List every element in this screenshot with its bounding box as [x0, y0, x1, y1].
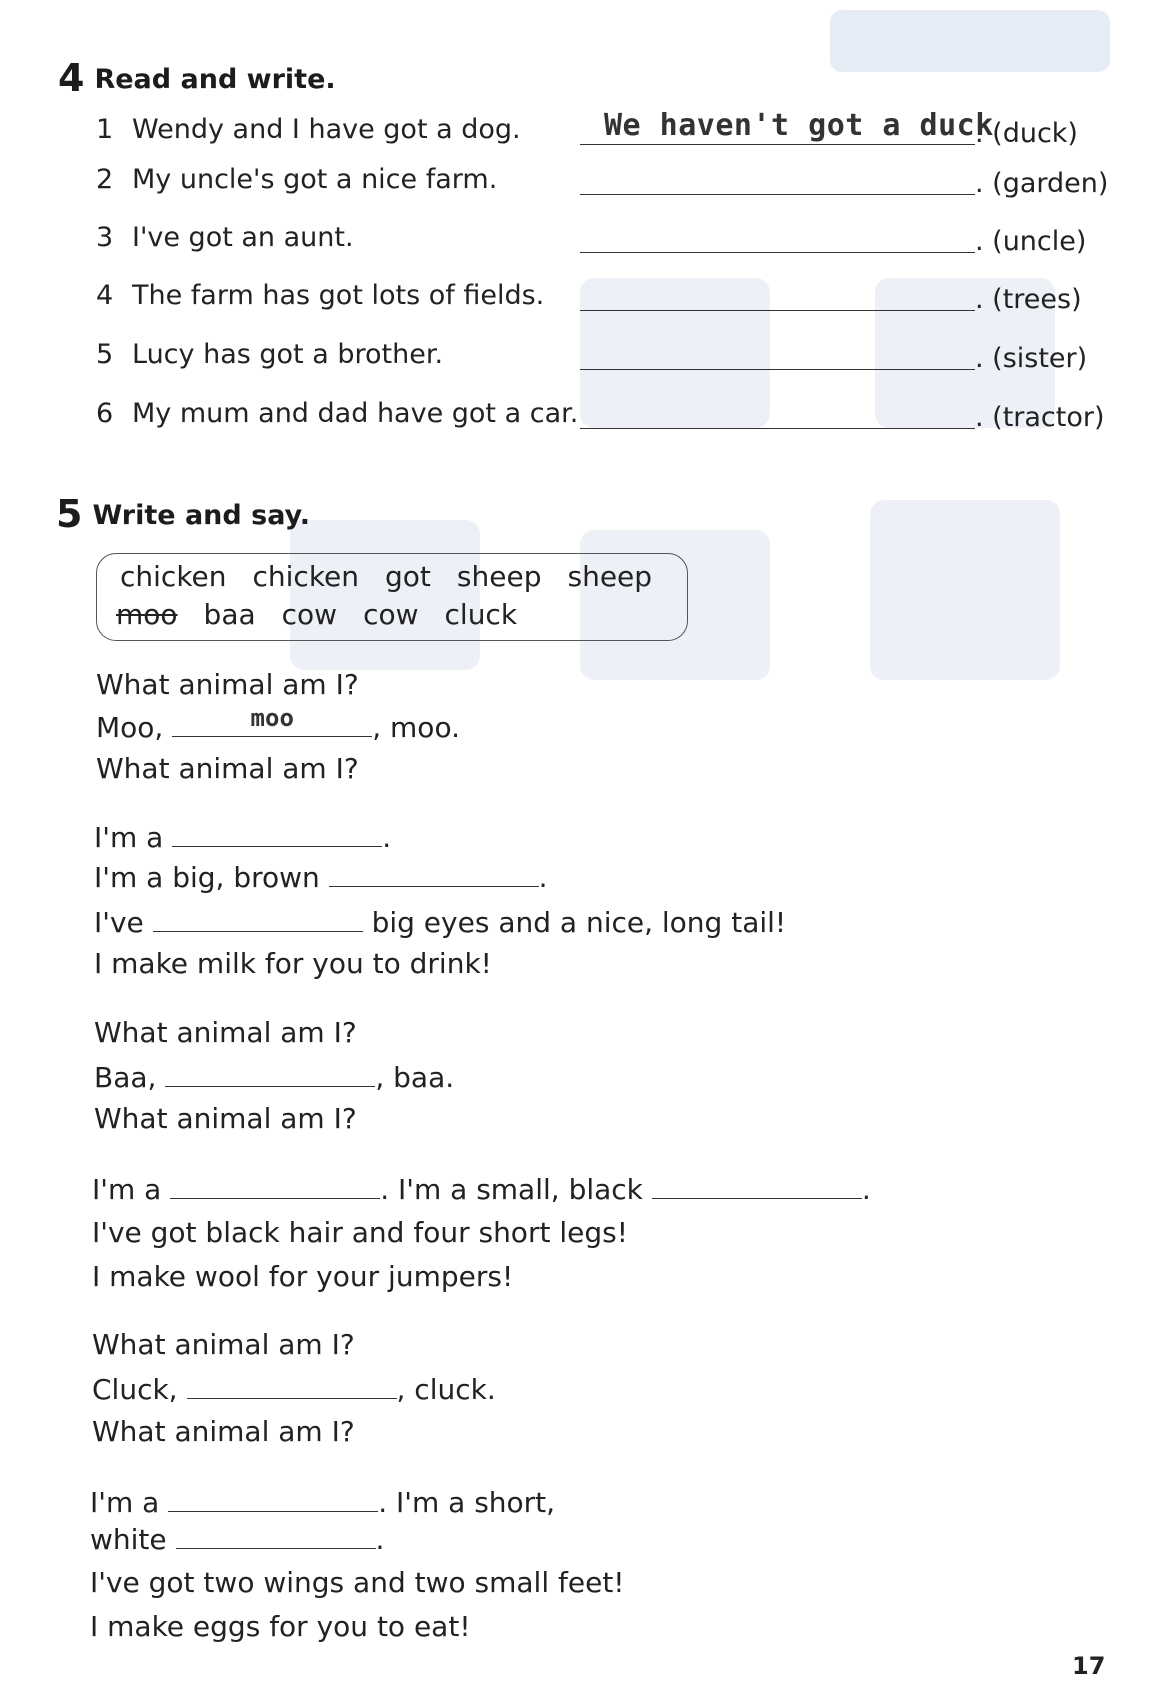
ex4-item-5 [96, 339, 443, 370]
poem-line [90, 1522, 384, 1556]
poem-text: , cluck. [396, 1373, 496, 1406]
word-box-word: cluck [444, 598, 518, 631]
poem-line: I make eggs for you to eat! [90, 1610, 471, 1643]
poem-blank[interactable] [172, 820, 382, 847]
ex4-hint-6: . (tractor) [975, 402, 1105, 433]
poem-text: , moo. [372, 711, 460, 744]
poem-line [90, 1485, 555, 1519]
word-box-line-1 [120, 560, 678, 593]
poem-text: . I'm a small, black [380, 1173, 643, 1206]
poem-blank[interactable] [153, 905, 363, 932]
poem-text: Moo, [96, 711, 164, 744]
poem-line: I've got two wings and two small feet! [90, 1566, 625, 1599]
poem-blank[interactable] [165, 1060, 375, 1087]
ex4-answer-line-4[interactable] [580, 276, 975, 311]
word-box-line-2 [116, 598, 543, 631]
word-box-word: got [385, 560, 431, 593]
poem-text: Baa, [94, 1061, 157, 1094]
poem-blank[interactable] [172, 704, 372, 737]
ex4-answer-line-6[interactable] [580, 394, 975, 429]
poem-blank[interactable] [168, 1485, 378, 1512]
poem-line: I make wool for your jumpers! [92, 1260, 514, 1293]
item-sentence: My mum and dad have got a car. [132, 398, 579, 429]
item-number: 4 [96, 280, 114, 311]
item-sentence: My uncle's got a nice farm. [132, 164, 498, 195]
poem-text: Cluck, [92, 1373, 178, 1406]
word-box-word: cow [281, 598, 338, 631]
poem-blank-answer: moo [250, 704, 294, 732]
word-box-word: chicken [120, 560, 227, 593]
item-number: 2 [96, 164, 114, 195]
poem-text: . [375, 1523, 385, 1556]
poem-line: What animal am I? [94, 1102, 357, 1135]
ex4-item-3 [96, 222, 354, 253]
poem-line [94, 820, 391, 854]
item-number: 6 [96, 398, 114, 429]
item-sentence: Wendy and I have got a dog. [132, 114, 521, 145]
poem-line: I make milk for you to drink! [94, 947, 492, 980]
ex4-hint-4: . (trees) [975, 284, 1082, 315]
ex4-answer-line-5[interactable] [580, 335, 975, 370]
exercise-number: 4 [58, 56, 85, 100]
exercise-number: 5 [56, 492, 83, 536]
item-number: 3 [96, 222, 114, 253]
poem-line: What animal am I? [96, 752, 359, 785]
item-number: 5 [96, 339, 114, 370]
poem-text: white [90, 1523, 167, 1556]
poem-text: I'm a [92, 1173, 162, 1206]
word-box-word: baa [203, 598, 256, 631]
exercise-4-heading [58, 56, 336, 100]
ex4-hint-1: . (duck) [975, 118, 1078, 149]
ex4-hint-3: . (uncle) [975, 226, 1087, 257]
ex4-answer-line-2[interactable] [580, 160, 975, 195]
item-sentence: Lucy has got a brother. [132, 339, 444, 370]
ex4-item-1 [96, 114, 521, 145]
poem-blank[interactable] [187, 1372, 397, 1399]
poem-text: big eyes and a nice, long tail! [371, 906, 787, 939]
poem-line [94, 860, 548, 894]
poem-text: . [382, 821, 392, 854]
poem-text: , baa. [375, 1061, 455, 1094]
item-number: 1 [96, 114, 114, 145]
ex4-item-4 [96, 280, 544, 311]
poem-text: . I'm a short, [378, 1486, 556, 1519]
poem-line: What animal am I? [96, 668, 359, 701]
poem-blank[interactable] [176, 1522, 376, 1549]
ex4-answer-line-3[interactable] [580, 218, 975, 253]
exercise-title: Read and write. [94, 64, 336, 95]
poem-line: What animal am I? [92, 1328, 355, 1361]
word-box-word: sheep [567, 560, 653, 593]
poem-line [96, 704, 460, 744]
exercise-title: Write and say. [92, 500, 310, 531]
poem-line: What animal am I? [94, 1016, 357, 1049]
exercise-5-heading [56, 492, 310, 536]
poem-line [94, 905, 786, 939]
poem-blank[interactable] [329, 860, 539, 887]
word-box-word: sheep [456, 560, 542, 593]
poem-line [92, 1172, 871, 1206]
poem-blank[interactable] [170, 1172, 380, 1199]
word-box-word: cow [363, 598, 419, 631]
page-number: 17 [1072, 1652, 1106, 1680]
ex4-hint-2: . (garden) [975, 168, 1109, 199]
ex4-item-6 [96, 398, 578, 429]
word-box-word-crossed: moo [116, 598, 178, 631]
poem-text: I've [94, 906, 144, 939]
ex4-hint-5: . (sister) [975, 343, 1088, 374]
show-through-picture [870, 500, 1060, 680]
poem-blank[interactable] [652, 1172, 862, 1199]
poem-text: . [861, 1173, 871, 1206]
poem-line: What animal am I? [92, 1415, 355, 1448]
item-sentence: The farm has got lots of fields. [132, 280, 545, 311]
word-box-word: chicken [252, 560, 360, 593]
poem-text: I'm a big, brown [94, 861, 320, 894]
ex4-item-2 [96, 164, 497, 195]
show-through-lesson-tab [830, 10, 1110, 72]
poem-text: I'm a [90, 1486, 160, 1519]
poem-line [92, 1372, 496, 1406]
poem-line [94, 1060, 454, 1094]
poem-line: I've got black hair and four short legs! [92, 1216, 628, 1249]
item-sentence: I've got an aunt. [132, 222, 354, 253]
ex4-answer-1: We haven't got a duck [604, 108, 994, 143]
poem-text: I'm a [94, 821, 164, 854]
poem-text: . [538, 861, 548, 894]
